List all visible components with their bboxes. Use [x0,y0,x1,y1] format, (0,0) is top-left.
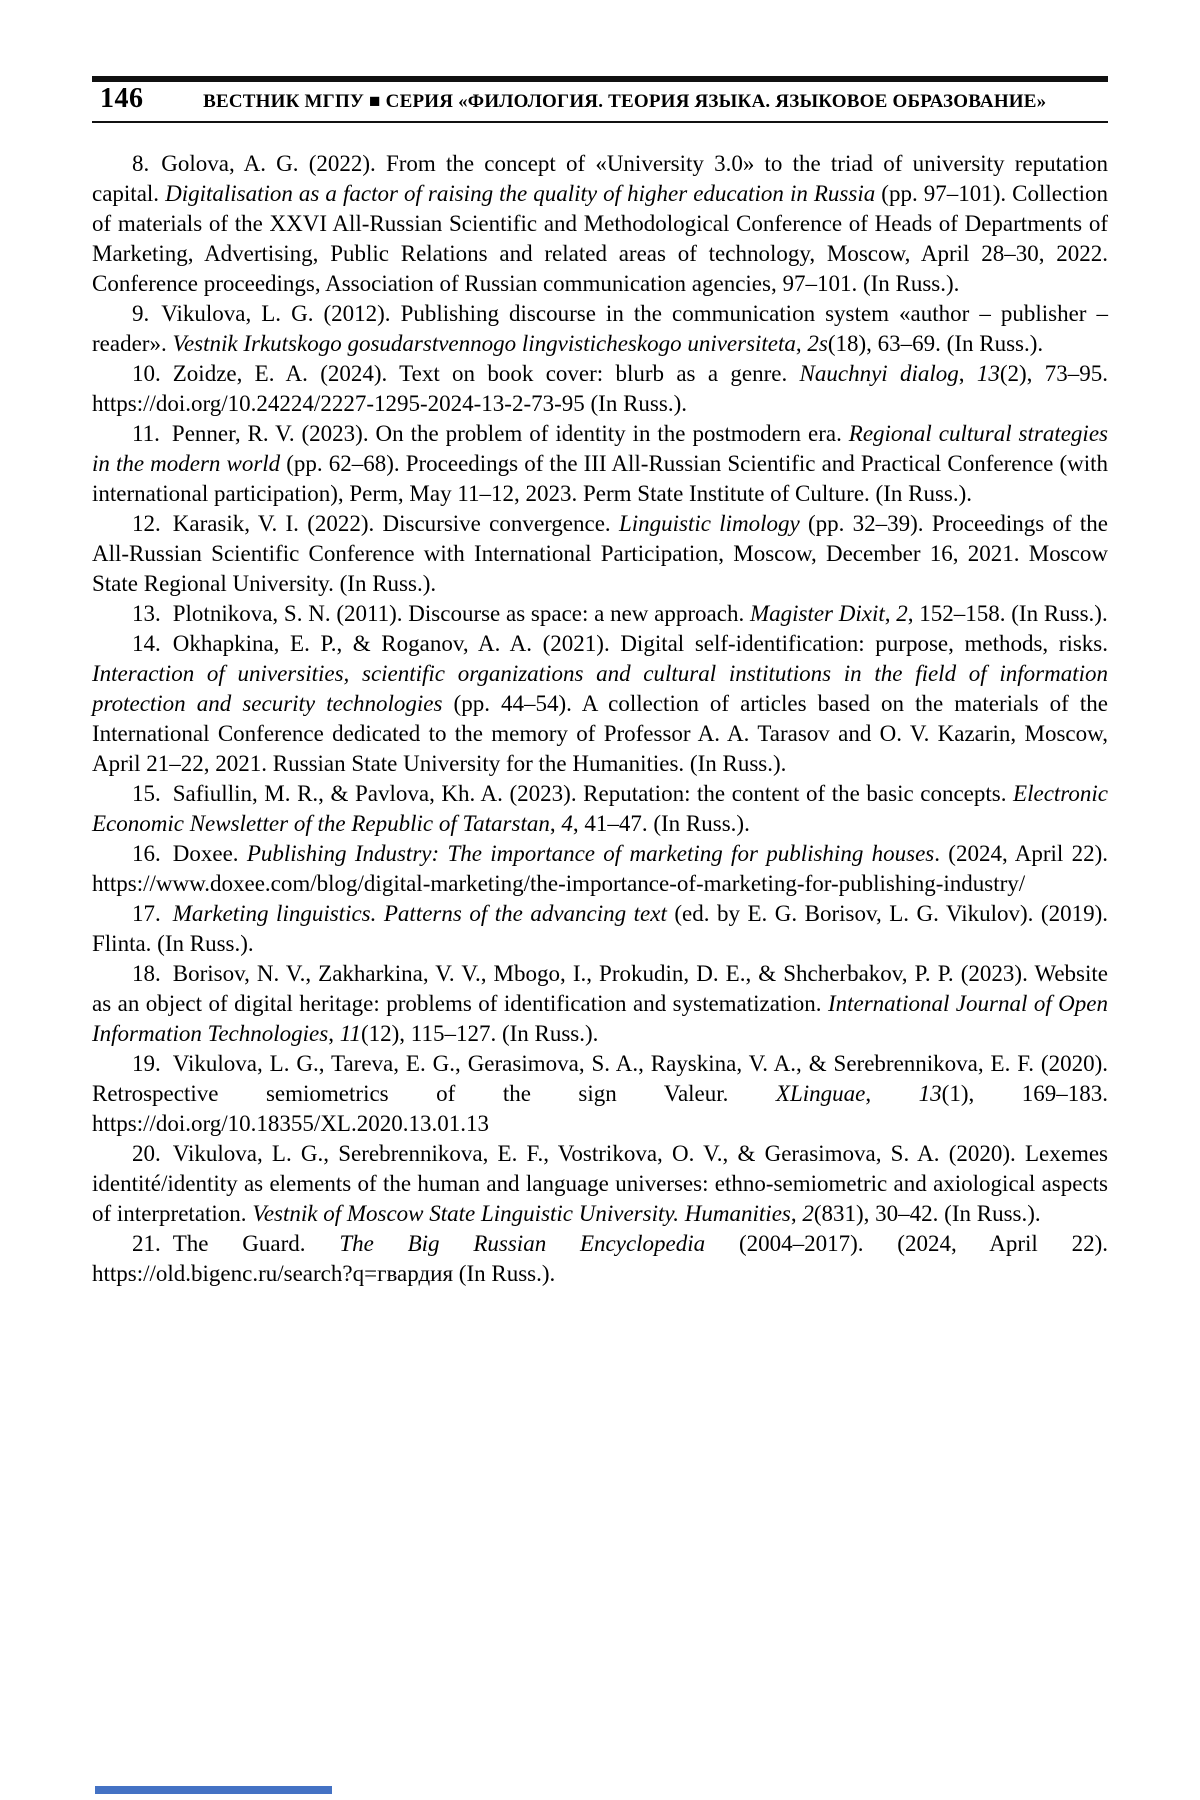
running-header [92,76,1108,123]
reference-number: 13. [132,601,161,626]
reference-text: The Guard. [172,1231,340,1256]
reference-text: (831), 30–42. (In Russ.). [813,1201,1041,1226]
reference-title-italic: 2 [896,601,908,626]
reference-number: 12. [132,511,161,536]
reference-text: Zoidze, E. A. (2024). Text on book cover: blurb as a genre. [172,361,800,386]
reference-title-italic: Regional cultural strategies in the modern world [92,421,1108,476]
reference-title-italic: 2 [802,1201,814,1226]
reference-item [92,629,1108,779]
references-list [92,149,1108,1289]
reference-text: Penner, R. V. (2023). On the problem of identity in the postmodern era. [171,421,849,446]
reference-text: (2), 73–95. https://doi.org/10.24224/2227-1295-2024-13-2-73-95 (In Russ.). [92,361,1108,416]
reference-item [92,299,1108,359]
reference-number: 9. [132,301,150,326]
reference-text: Karasik, V. I. (2022). Discursive convergence. [172,511,619,536]
bottom-accent-bar [95,1786,332,1794]
reference-title-italic: Interaction of universities, scientific organizations and cultural institutions in the field of information protection and security technologies [92,661,1108,716]
reference-item [92,839,1108,899]
reference-text: Doxee. [172,841,247,866]
reference-text: , [549,811,562,836]
reference-title-italic: Digitalisation as a factor of raising the quality of higher education in Russia [165,181,876,206]
reference-item [92,1229,1108,1289]
reference-number: 17. [132,901,161,926]
header-bottom-rule [92,121,1108,123]
reference-text: , [958,361,977,386]
reference-text: , [790,1201,803,1226]
header-row [92,82,1108,121]
reference-text: , [328,1021,340,1046]
reference-text: Okhapkina, E. P., & Roganov, A. A. (2021). Digital self-identification: purpose, methods, risks. [172,631,1108,656]
reference-title-italic: Vestnik Irkutskogo gosudarstvennogo lingvisticheskogo universiteta [172,331,796,356]
reference-title-italic: International Journal of Open Information Technologies [92,991,1108,1046]
running-title: ВЕСТНИК МГПУ ■ СЕРИЯ «ФИЛОЛОГИЯ. ТЕОРИЯ ЯЗЫКА. ЯЗЫКОВОЕ ОБРАЗОВАНИЕ» [203,91,1047,112]
reference-number: 10. [132,361,161,386]
reference-title-italic: The Big Russian Encyclopedia [339,1231,706,1256]
reference-text: . (2024, April 22). https://www.doxee.com/blog/digital-marketing/the-importance-of-marketing-for-publishing-industry/ [92,841,1109,896]
reference-number: 19. [132,1051,161,1076]
reference-title-italic: XLinguae [775,1081,866,1106]
reference-number: 21. [132,1231,161,1256]
reference-title-italic: Publishing Industry: The importance of marketing for publishing houses [246,841,935,866]
reference-text: Safiullin, M. R., & Pavlova, Kh. A. (2023). Reputation: the content of the basic concepts. [172,781,1014,806]
reference-title-italic: Nauchnyi dialog [799,361,959,386]
reference-number: 15. [132,781,161,806]
reference-title-italic: Vestnik of Moscow State Linguistic University. Humanities [252,1201,791,1226]
reference-title-italic: Linguistic limology [618,511,800,536]
reference-title-italic: 13 [918,1081,942,1106]
reference-title-italic: Marketing linguistics. Patterns of the advancing text [172,901,667,926]
reference-text: Vikulova, L. G., Serebrennikova, E. F., Vostrikova, O. V., & Gerasimova, S. A. (2020). Lexemes identité/identity as elements of the human and language universes: ethno-semiometric and axiological aspects of interpretation. [92,1141,1108,1226]
reference-text: , [865,1081,919,1106]
reference-number: 20. [132,1141,161,1166]
reference-text: (12), 115–127. (In Russ.). [360,1021,599,1046]
reference-title-italic: 13 [976,361,1000,386]
reference-number: 8. [132,151,150,176]
reference-item [92,899,1108,959]
reference-title-italic: 11 [339,1021,361,1046]
reference-text: (pp. 44–54). A collection of articles based on the materials of the International Conference dedicated to the memory of Professor A. A. Tarasov and O. V. Kazarin, Moscow, April 21–22, 2021. Russian State University for the Humanities. (In Russ.). [92,691,1108,776]
reference-text: Borisov, N. V., Zakharkina, V. V., Mbogo, I., Prokudin, D. E., & Shcherbakov, P. P. (2023). Website as an object of digital heritage: problems of identification and systematization. [92,961,1108,1016]
reference-text: Plotnikova, S. N. (2011). Discourse as space: a new approach. [172,601,750,626]
reference-text: , [795,331,808,356]
reference-item [92,599,1108,629]
reference-number: 18. [132,961,161,986]
reference-text: , 152–158. (In Russ.). [907,601,1108,626]
reference-number: 11. [132,421,160,446]
reference-item [92,1139,1108,1229]
reference-text: Vikulova, L. G. (2012). Publishing discourse in the communication system «author – publisher – reader». [92,301,1108,356]
reference-text: Vikulova, L. G., Tareva, E. G., Gerasimova, S. A., Rayskina, V. A., & Serebrennikova, E. F. (2020). Retrospective semiometrics of the sign Valeur. [92,1051,1108,1106]
reference-text: (1), 169–183. https://doi.org/10.18355/XL.2020.13.01.13 [92,1081,1108,1136]
reference-title-italic: 2s [807,331,828,356]
reference-text: (ed. by E. G. Borisov, L. G. Vikulov). (2019). Flinta. (In Russ.). [92,901,1108,956]
reference-title-italic: Electronic Economic Newsletter of the Republic of Tatarstan [92,781,1108,836]
reference-item [92,419,1108,509]
page-number: 146 [100,83,144,114]
reference-text: (2004–2017). (2024, April 22). https://old.bigenc.ru/search?q=гвардия (In Russ.). [92,1231,1108,1286]
reference-text: (pp. 62–68). Proceedings of the III All-Russian Scientific and Practical Conference (with international participation), Perm, May 11–12, 2023. Perm State Institute of Culture. (In Russ.). [92,451,1108,506]
reference-number: 16. [132,841,161,866]
reference-item [92,149,1108,299]
reference-text: (18), 63–69. (In Russ.). [827,331,1044,356]
reference-item [92,1049,1108,1139]
reference-text: , [884,601,897,626]
reference-text: (pp. 32–39). Proceedings of the All-Russian Scientific Conference with International Participation, Moscow, December 16, 2021. Moscow State Regional University. (In Russ.). [92,511,1109,596]
reference-item [92,959,1108,1049]
reference-title-italic: Magister Dixit [749,601,885,626]
reference-text: , 41–47. (In Russ.). [572,811,750,836]
reference-title-italic: 4 [561,811,573,836]
reference-item [92,509,1108,599]
reference-text: Golova, A. G. (2022). From the concept of «University 3.0» to the triad of university reputation capital. [92,151,1108,206]
reference-item [92,359,1108,419]
reference-item [92,779,1108,839]
reference-number: 14. [132,631,161,656]
reference-text: (pp. 97–101). Collection of materials of the XXVI All-Russian Scientific and Methodological Conference of Heads of Departments of Marketing, Advertising, Public Relations and related areas of technology, Moscow, April 28–30, 2022. Conference proceedings, Association of Russian communication agencies, 97–101. (In Russ.). [92,181,1109,296]
